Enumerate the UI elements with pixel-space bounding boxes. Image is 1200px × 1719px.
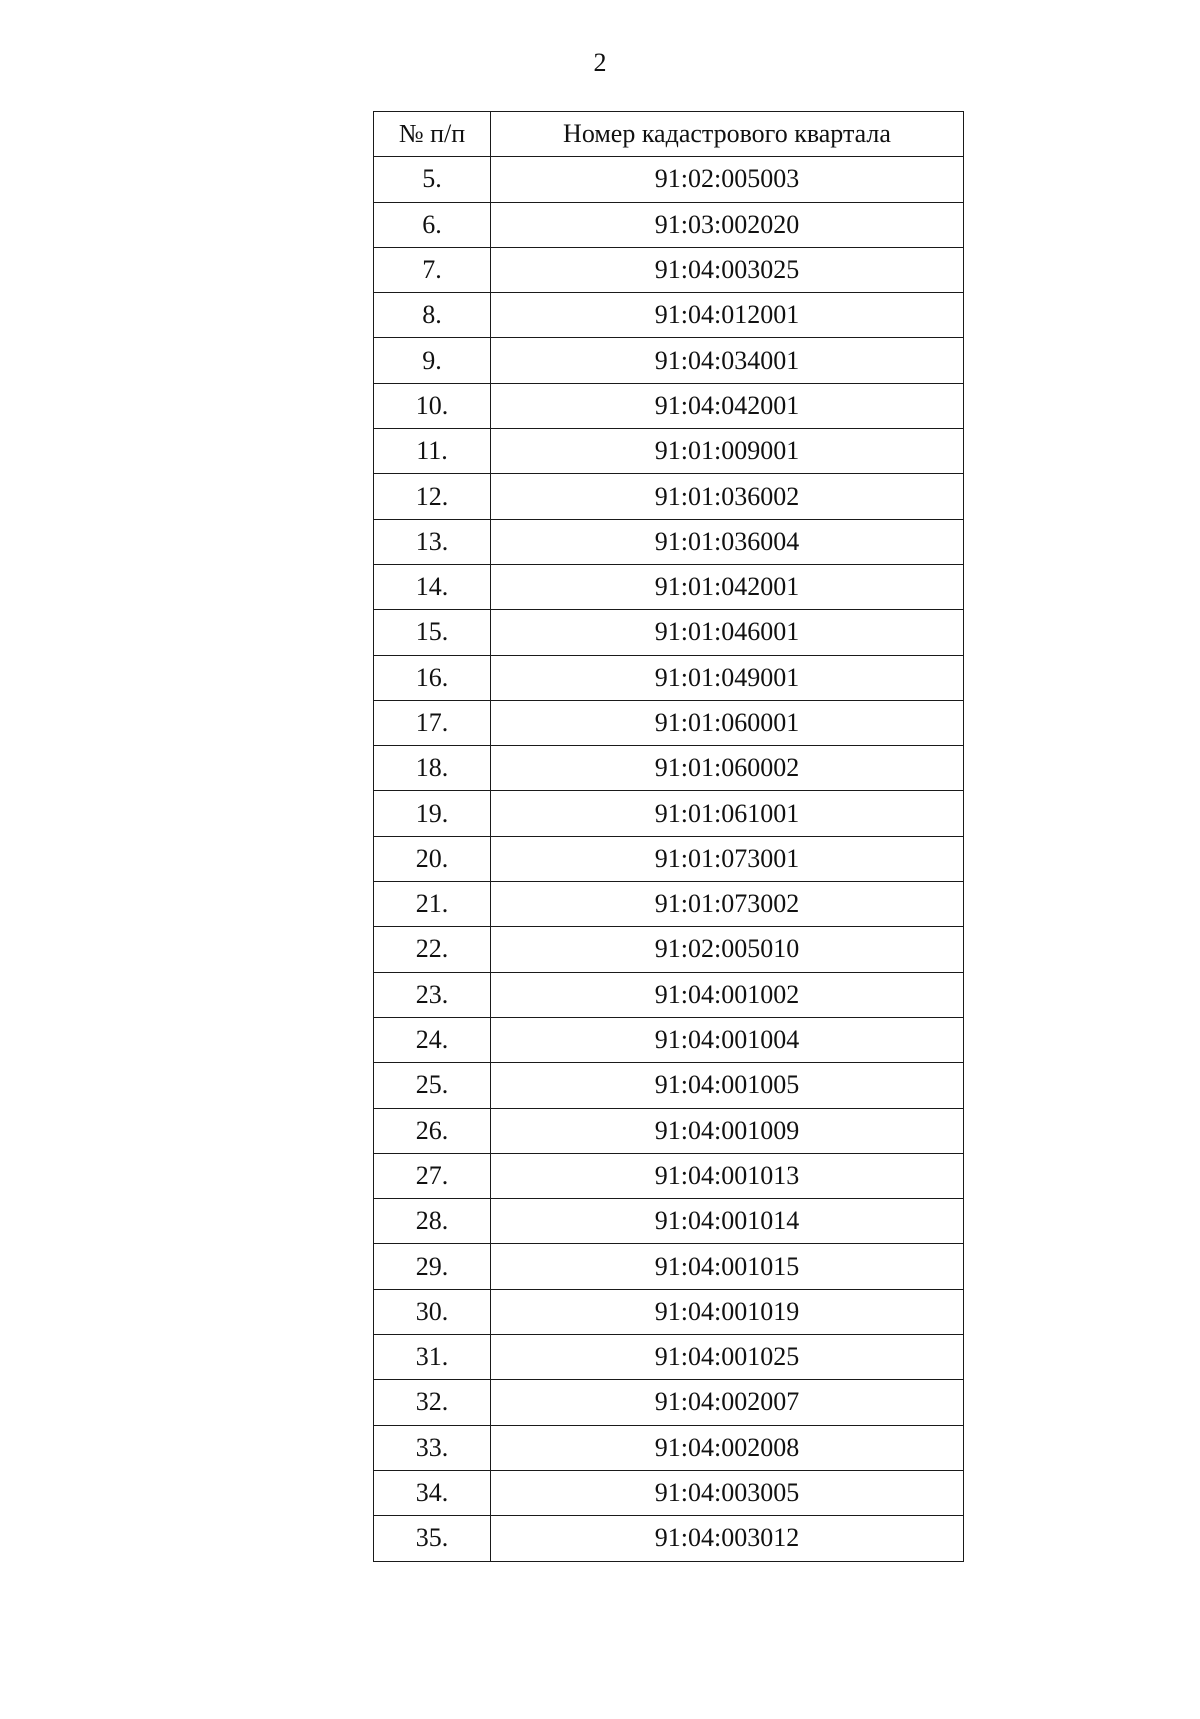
cadastral-number-cell: 91:04:003025 (491, 247, 964, 292)
row-number-cell: 9. (374, 338, 491, 383)
table-row (374, 1153, 964, 1198)
cadastral-number-cell: 91:04:001025 (491, 1335, 964, 1380)
table-row (374, 1289, 964, 1334)
table-row (374, 1380, 964, 1425)
row-number-cell: 28. (374, 1199, 491, 1244)
row-number-cell: 16. (374, 655, 491, 700)
cadastral-number-cell: 91:01:009001 (491, 429, 964, 474)
table-row (374, 247, 964, 292)
row-number-cell: 15. (374, 610, 491, 655)
cadastral-quarters-table (373, 111, 964, 1562)
table-row (374, 1335, 964, 1380)
cadastral-number-cell: 91:01:073002 (491, 882, 964, 927)
table-row (374, 746, 964, 791)
cadastral-number-cell: 91:01:060001 (491, 700, 964, 745)
cadastral-number-cell: 91:04:001015 (491, 1244, 964, 1289)
table-row (374, 972, 964, 1017)
table-body (374, 157, 964, 1561)
table-row (374, 1063, 964, 1108)
cadastral-number-cell: 91:04:001019 (491, 1289, 964, 1334)
table-row (374, 791, 964, 836)
cadastral-number-cell: 91:02:005010 (491, 927, 964, 972)
row-number-cell: 34. (374, 1470, 491, 1515)
row-number-cell: 23. (374, 972, 491, 1017)
table-header-row (374, 112, 964, 157)
table-row (374, 338, 964, 383)
cadastral-number-cell: 91:04:042001 (491, 383, 964, 428)
table-row (374, 564, 964, 609)
table-row (374, 1199, 964, 1244)
cadastral-number-cell: 91:04:001004 (491, 1017, 964, 1062)
row-number-cell: 20. (374, 836, 491, 881)
row-number-cell: 29. (374, 1244, 491, 1289)
cadastral-number-cell: 91:04:002008 (491, 1425, 964, 1470)
table-row (374, 882, 964, 927)
cadastral-number-cell: 91:01:042001 (491, 564, 964, 609)
cadastral-number-cell: 91:04:001002 (491, 972, 964, 1017)
cadastral-number-cell: 91:04:001014 (491, 1199, 964, 1244)
cadastral-number-cell: 91:04:001009 (491, 1108, 964, 1153)
row-number-cell: 8. (374, 293, 491, 338)
row-number-cell: 18. (374, 746, 491, 791)
table-row (374, 1425, 964, 1470)
cadastral-number-cell: 91:04:012001 (491, 293, 964, 338)
row-number-cell: 11. (374, 429, 491, 474)
row-number-cell: 10. (374, 383, 491, 428)
cadastral-number-cell: 91:02:005003 (491, 157, 964, 202)
table-row (374, 1516, 964, 1561)
row-number-cell: 33. (374, 1425, 491, 1470)
table-row (374, 700, 964, 745)
cadastral-number-cell: 91:01:036002 (491, 474, 964, 519)
row-number-cell: 22. (374, 927, 491, 972)
table-row (374, 1017, 964, 1062)
table-row (374, 927, 964, 972)
row-number-cell: 19. (374, 791, 491, 836)
cadastral-number-cell: 91:01:061001 (491, 791, 964, 836)
cadastral-number-cell: 91:04:002007 (491, 1380, 964, 1425)
page-number: 2 (593, 48, 607, 77)
table-row (374, 474, 964, 519)
table-row (374, 836, 964, 881)
row-number-cell: 32. (374, 1380, 491, 1425)
row-number-cell: 13. (374, 519, 491, 564)
table-row (374, 202, 964, 247)
row-number-cell: 30. (374, 1289, 491, 1334)
row-number-cell: 17. (374, 700, 491, 745)
cadastral-number-cell: 91:04:001005 (491, 1063, 964, 1108)
row-number-cell: 7. (374, 247, 491, 292)
cadastral-number-cell: 91:01:060002 (491, 746, 964, 791)
table-row (374, 1108, 964, 1153)
row-number-cell: 14. (374, 564, 491, 609)
table-row (374, 1244, 964, 1289)
row-number-cell: 25. (374, 1063, 491, 1108)
cadastral-number-cell: 91:04:034001 (491, 338, 964, 383)
header-row-number: № п/п (374, 112, 491, 157)
table-row (374, 610, 964, 655)
row-number-cell: 21. (374, 882, 491, 927)
cadastral-number-cell: 91:04:001013 (491, 1153, 964, 1198)
row-number-cell: 6. (374, 202, 491, 247)
table-row (374, 293, 964, 338)
cadastral-number-cell: 91:04:003012 (491, 1516, 964, 1561)
row-number-cell: 12. (374, 474, 491, 519)
row-number-cell: 27. (374, 1153, 491, 1198)
table-row (374, 519, 964, 564)
cadastral-number-cell: 91:01:073001 (491, 836, 964, 881)
row-number-cell: 35. (374, 1516, 491, 1561)
header-cadastral-number: Номер кадастрового квартала (491, 112, 964, 157)
table-row (374, 655, 964, 700)
table-row (374, 1470, 964, 1515)
table-row (374, 157, 964, 202)
row-number-cell: 26. (374, 1108, 491, 1153)
table-row (374, 383, 964, 428)
cadastral-number-cell: 91:04:003005 (491, 1470, 964, 1515)
cadastral-number-cell: 91:01:049001 (491, 655, 964, 700)
row-number-cell: 24. (374, 1017, 491, 1062)
table-row (374, 429, 964, 474)
row-number-cell: 5. (374, 157, 491, 202)
cadastral-number-cell: 91:03:002020 (491, 202, 964, 247)
cadastral-number-cell: 91:01:046001 (491, 610, 964, 655)
cadastral-number-cell: 91:01:036004 (491, 519, 964, 564)
row-number-cell: 31. (374, 1335, 491, 1380)
